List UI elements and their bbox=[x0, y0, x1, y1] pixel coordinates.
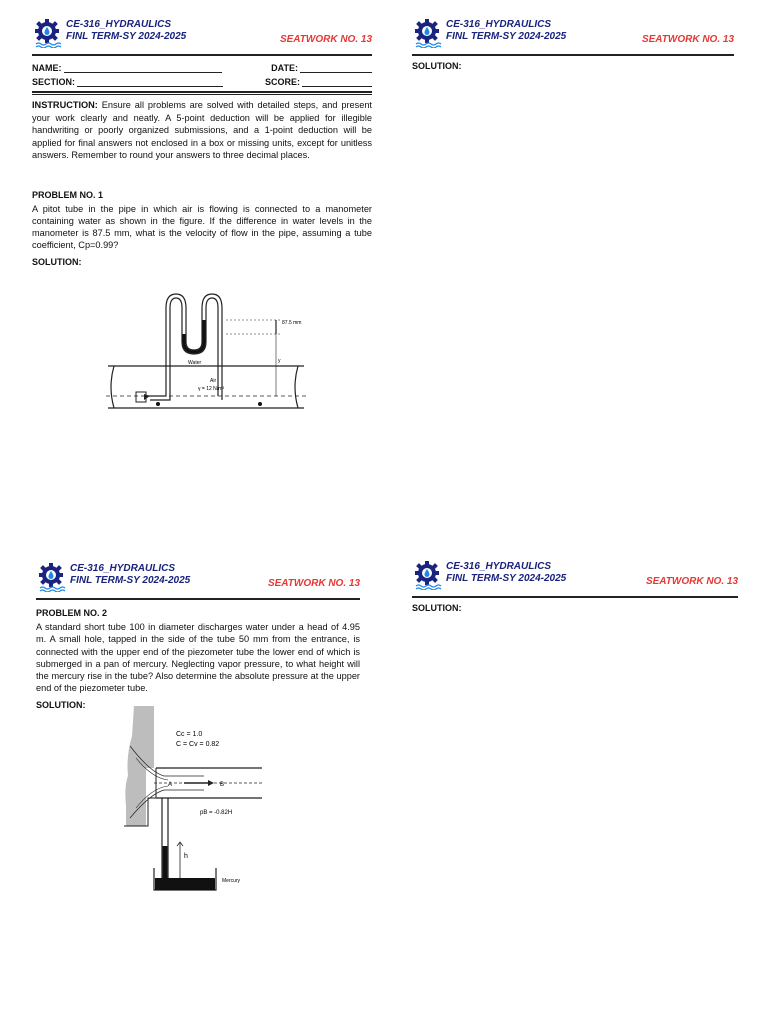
header-divider bbox=[412, 596, 738, 598]
page-header bbox=[412, 18, 734, 52]
term-label: FINL TERM-SY 2024-2025 bbox=[66, 31, 187, 42]
section-field[interactable] bbox=[77, 77, 223, 87]
header-divider bbox=[36, 598, 360, 600]
seatwork-label: SEATWORK NO. 13 bbox=[641, 34, 734, 45]
term-label: FINL TERM-SY 2024-2025 bbox=[70, 575, 191, 586]
problem-1-text: A pitot tube in the pipe in which air is flowing is connected to a manometer containing water as shown in the figure. If the difference in water levels in the manometer is 87.5 mm, what is the velocity of flow in the pipe, assuming a tube coefficient, Cp=0.99? bbox=[32, 203, 372, 251]
page-top-left bbox=[32, 18, 372, 392]
seatwork-label: SEATWORK NO. 13 bbox=[645, 576, 738, 587]
solution-label: SOLUTION: bbox=[412, 603, 462, 613]
name-label: NAME: bbox=[32, 63, 62, 73]
gear-water-logo-icon bbox=[32, 18, 62, 48]
course-title bbox=[446, 19, 566, 43]
mercury-label: Mercury bbox=[222, 878, 241, 884]
gamma-label: γ = 12 N/m³ bbox=[198, 386, 224, 392]
course-title bbox=[70, 563, 190, 587]
seatwork-label: SEATWORK NO. 13 bbox=[279, 34, 372, 45]
y-label: y bbox=[278, 358, 281, 364]
student-fields bbox=[32, 59, 372, 87]
short-tube-figure bbox=[124, 706, 264, 896]
point-a-label: A bbox=[168, 782, 173, 788]
problem-1-solution-label: SOLUTION: bbox=[32, 256, 82, 267]
course-name: CE-316_HYDRAULICS bbox=[446, 19, 552, 30]
page-top-right bbox=[412, 18, 734, 71]
course-title bbox=[446, 561, 566, 585]
course-name: CE-316_HYDRAULICS bbox=[66, 19, 172, 30]
problem-1-title: PROBLEM NO. 1 bbox=[32, 189, 104, 200]
fields-divider bbox=[32, 91, 372, 93]
water-label: Water bbox=[188, 360, 202, 366]
page-header bbox=[412, 560, 738, 594]
page-bottom-right bbox=[412, 560, 738, 613]
c-label: C = Cv = 0.82 bbox=[176, 741, 220, 748]
date-field[interactable] bbox=[300, 63, 372, 73]
page-header bbox=[36, 562, 360, 596]
seatwork-label: SEATWORK NO. 13 bbox=[267, 578, 360, 589]
pb-label: pB = -0.82H bbox=[200, 810, 233, 816]
air-label: Air bbox=[210, 378, 217, 384]
term-label: FINL TERM-SY 2024-2025 bbox=[446, 573, 567, 584]
instruction-block bbox=[32, 99, 372, 162]
gear-water-logo-icon bbox=[36, 562, 66, 592]
score-field[interactable] bbox=[302, 77, 372, 87]
gear-water-logo-icon bbox=[412, 18, 442, 48]
point-b-label: B bbox=[220, 782, 225, 788]
instruction-text: Ensure all problems are solved with detailed steps, and present your work clearly and neatly. A 5-point deduction will be applied for illegible handwriting or poorly organized submissions, and a 1-point deduction will be applied for final answers not enclosed in a box or missing units, except for unitless answers. Remember to round your answers to three decimal places. bbox=[32, 100, 372, 160]
problem-2-text: A standard short tube 100 in diameter discharges water under a head of 4.95 m. A small hole, tapped in the side of the tube 50 mm from the entrance, is connected with the upper end of the piezometer tube the lower end of which is submerged in a pan of mercury. Neglecting vapor pressure, to what height will the mercury rise in the tube? Also determine the absolute pressure at the upper end of the piezometer tube. bbox=[36, 622, 360, 694]
problem-2-title: PROBLEM NO. 2 bbox=[36, 608, 108, 618]
page-bottom-left bbox=[36, 562, 360, 884]
section-label: SECTION: bbox=[32, 77, 76, 87]
course-name: CE-316_HYDRAULICS bbox=[446, 561, 552, 572]
problem-2-solution-label: SOLUTION: bbox=[36, 699, 86, 710]
gear-water-logo-icon bbox=[412, 560, 442, 590]
fields-divider-thin bbox=[32, 94, 372, 95]
course-name: CE-316_HYDRAULICS bbox=[70, 563, 176, 574]
name-field[interactable] bbox=[64, 63, 222, 73]
term-label: FINL TERM-SY 2024-2025 bbox=[446, 31, 567, 42]
page-header bbox=[32, 18, 372, 52]
cc-label: Cc = 1.0 bbox=[176, 731, 203, 738]
header-divider bbox=[412, 54, 734, 56]
date-label: DATE: bbox=[271, 63, 298, 73]
header-divider bbox=[32, 54, 372, 56]
pitot-tube-figure bbox=[106, 290, 306, 430]
course-title bbox=[66, 19, 186, 43]
dimension-label: 87.5 mm bbox=[282, 320, 302, 326]
h-label: h bbox=[184, 853, 188, 860]
score-label: SCORE: bbox=[264, 77, 300, 87]
solution-label: SOLUTION: bbox=[412, 61, 462, 71]
instruction-label: INSTRUCTION: bbox=[32, 100, 98, 110]
